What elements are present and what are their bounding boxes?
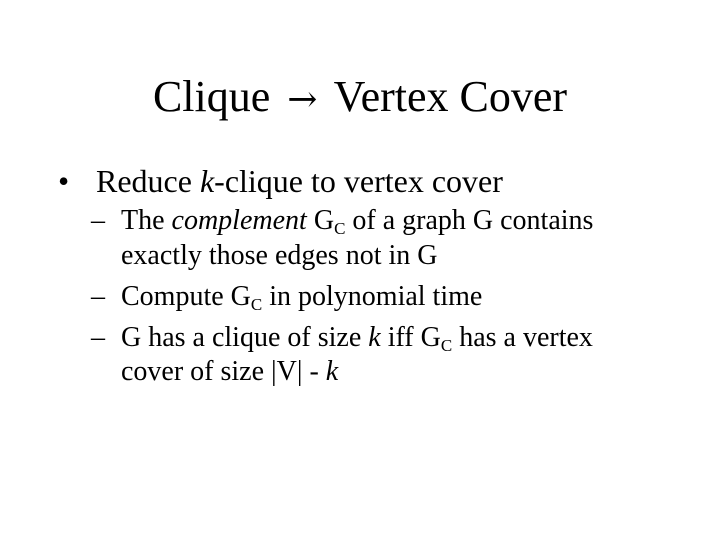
bullet-marker: • [58,163,70,199]
subbullet-complement-line2: exactly those edges not in G [121,240,438,271]
subbullet-dash: – [91,205,105,236]
right-arrow-icon: → [287,79,318,120]
sb2-subscript: C [250,295,263,314]
sb3-k: k [368,322,381,353]
title-clique: Clique [152,72,271,121]
subbullet-complement-line1 [91,205,593,237]
sb1-text-c: of a graph G contains [345,205,594,236]
sb1-text-b: G [306,205,335,236]
subbullet-clique-line1 [91,322,593,354]
subbullet-compute [91,281,482,313]
bullet-text-end: -clique to vertex cover [214,163,503,199]
subbullet-dash: – [91,322,105,353]
sb3-line2-k: k [325,356,339,387]
bullet-k: k [199,163,215,199]
sb2-text-a: Compute G [121,281,251,312]
sb3-line2-text: cover of size |V| - [121,356,326,387]
slide-title [0,72,720,125]
sb3-subscript: C [440,336,453,355]
sb3-text-b: iff G [380,322,441,353]
sb1-text-a: The [121,205,172,236]
sb1-subscript: C [334,219,346,238]
sb2-text-b: in polynomial time [262,281,483,312]
subbullet-dash: – [91,281,105,312]
sb1-complement: complement [171,205,307,236]
title-vertex-cover: Vertex Cover [333,72,568,121]
bullet-text-start: Reduce [96,163,200,199]
sb3-text-a: G has a clique of size [121,322,369,353]
main-bullet [58,163,503,199]
sb3-text-c: has a vertex [452,322,593,353]
subbullet-clique-line2 [121,356,338,388]
